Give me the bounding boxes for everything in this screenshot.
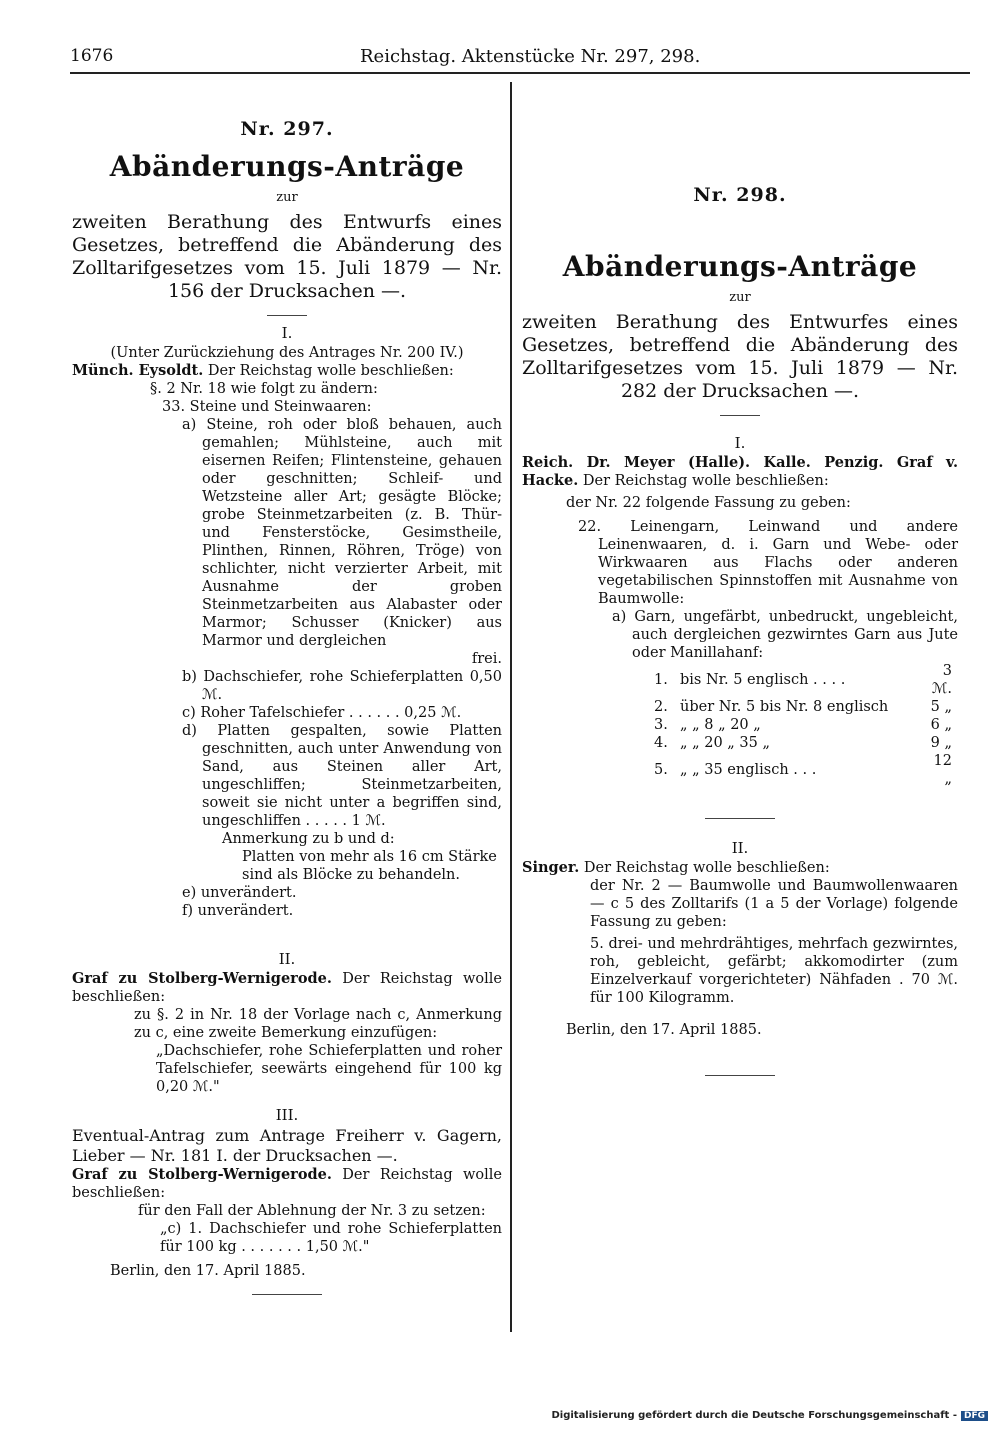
section-heading: III. — [275, 1106, 299, 1124]
rate-number: 2. — [654, 699, 668, 715]
section-2 — [72, 950, 502, 1096]
rate-number: 4. — [654, 735, 668, 751]
movers: Münch. Eysoldt. — [72, 362, 204, 379]
annotation-heading: Anmerkung zu b und d: — [222, 831, 395, 847]
section-rule — [705, 818, 775, 819]
section-heading: I. — [281, 324, 293, 342]
document-number: Nr. 298. — [693, 184, 787, 206]
rate-text: „ „ 20 „ 35 „ — [680, 735, 770, 751]
paragraph: zu §. 2 in Nr. 18 der Vorlage nach c, Anmerkung zu c, eine zweite Bemerkung einzufügen: — [134, 1007, 502, 1041]
section-heading: II. — [731, 839, 749, 857]
header-rule — [70, 72, 970, 74]
paragraph: 5. drei- und mehrdrähtiges, mehrfach gezwirntes, roh, gebleicht, gefärbt; akkomodirter (zum Einzelverkauf vorgerichteter) Nähfaden . 70 ℳ. für 100 Kilogramm. — [590, 936, 958, 1006]
section-1 — [522, 434, 958, 819]
section-rule — [267, 315, 307, 316]
paragraph: für den Fall der Ablehnung der Nr. 3 zu setzen: — [138, 1203, 486, 1219]
quotation: „c) 1. Dachschiefer und rohe Schieferplatten für 100 kg . . . . . . . 1,50 ℳ." — [160, 1221, 502, 1255]
paragraph: der Nr. 2 — Baumwolle und Baumwollenwaaren — c 5 des Zolltarifs (1 a 5 der Vorlage) folgende Fassung zu geben: — [590, 878, 958, 930]
document-title: Abänderungs-Anträge — [562, 250, 918, 283]
motion: Der Reichstag wolle beschließen: — [582, 473, 829, 489]
paragraph: der Nr. 22 folgende Fassung zu geben: — [566, 495, 851, 511]
table-row — [652, 734, 954, 752]
document-subtitle: zweiten Berathung des Entwurfs eines Gesetzes, betreffend die Abänderung des Zolltarifgesetzes vom 15. Juli 1879 — Nr. 156 der Drucksachen —. — [72, 211, 502, 302]
motion-line — [72, 362, 502, 380]
table-row — [652, 662, 954, 698]
rate-value: 5 „ — [930, 699, 952, 715]
rate-value: 12 „ — [933, 753, 952, 787]
rate-value: 3 ℳ. — [931, 663, 952, 697]
document-zur: zur — [729, 290, 751, 305]
item-e: e) unverändert. — [182, 885, 297, 901]
item-22: 22. Leinengarn, Leinwand und andere Leinenwaaren, d. i. Garn und Webe- oder Wirkwaaren aus Flachs oder anderen vegetabilischen Spinnstoffen mit Ausnahme von Baumwolle: — [578, 519, 958, 607]
page-header — [70, 46, 970, 72]
annotation-text: Platten von mehr als 16 cm Stärke sind als Blöcke zu behandeln. — [242, 849, 497, 883]
rate-value: 9 „ — [930, 735, 952, 751]
table-row — [652, 698, 954, 716]
section-3 — [72, 1106, 502, 1295]
movers: Reich. Dr. Meyer (Halle). Kalle. Penzig. Graf v. Hacke. — [522, 454, 958, 489]
footer-text: Digitalisierung gefördert durch die Deutsche Forschungsgemeinschaft - — [551, 1410, 957, 1421]
column-divider — [510, 82, 512, 1332]
section-heading: II. — [278, 950, 296, 968]
rate-text: „ „ 8 „ 20 „ — [680, 717, 761, 733]
table-row — [652, 752, 954, 788]
rate-text: bis Nr. 5 englisch . . . . — [680, 672, 846, 688]
movers: Graf zu Stolberg-Wernigerode. — [72, 1166, 332, 1183]
rate-number: 3. — [654, 717, 668, 733]
rate-number: 5. — [654, 762, 668, 778]
item-c: c) Roher Tafelschiefer . . . . . . 0,25 ℳ. — [182, 705, 462, 721]
motion-line — [72, 1166, 502, 1202]
item-f: f) unverändert. — [182, 903, 294, 919]
end-rule — [252, 1294, 322, 1295]
motion-line — [522, 859, 958, 877]
rate-text: „ „ 35 englisch . . . — [680, 762, 817, 778]
movers: Singer. — [522, 859, 580, 876]
date-line: Berlin, den 17. April 1885. — [110, 1263, 306, 1279]
paragraph: 33. Steine und Steinwaaren: — [162, 399, 372, 415]
running-title: Reichstag. Aktenstücke Nr. 297, 298. — [360, 46, 701, 67]
document-title: Abänderungs-Anträge — [109, 150, 465, 183]
motion-line — [522, 454, 958, 490]
rate-text: über Nr. 5 bis Nr. 8 englisch — [680, 699, 889, 715]
section-2 — [522, 839, 958, 1076]
section-note: (Unter Zurückziehung des Antrages Nr. 200 IV.) — [110, 345, 464, 361]
item-a-rate: frei. — [471, 651, 502, 667]
section-1 — [72, 324, 502, 920]
item-a: a) Steine, roh oder bloß behauen, auch gemahlen; Mühlsteine, auch mit eisernen Reifen; Flintensteine, gehauen oder geschnitten; Schleif- und Wetzsteine aller Art; gesägte Blöcke; grobe Steinmetzarbeiten (z. B. Thür- und Fensterstöcke, Gesimstheile, Plinthen, Rinnen, Röhren, Tröge) von schlichter, nicht verzierter Arbeit, mit Ausnahme der groben Steinmetzarbeiten aus Alabaster oder Marmor; Schusser (Knicker) aus Marmor und dergleichen — [182, 417, 502, 649]
document-subtitle: zweiten Berathung des Entwurfes eines Gesetzes, betreffend die Abänderung des Zolltarifgesetzes vom 15. Juli 1879 — Nr. 282 der Drucksachen —. — [522, 311, 958, 402]
document-number: Nr. 297. — [240, 118, 334, 140]
page-number: 1676 — [70, 46, 114, 66]
item-a: a) Garn, ungefärbt, unbedruckt, ungebleicht, auch dergleichen gezwirntes Garn aus Jute oder Manillahanf: — [612, 609, 958, 661]
date-line: Berlin, den 17. April 1885. — [566, 1022, 762, 1038]
rates-table — [652, 662, 954, 788]
paragraph: §. 2 Nr. 18 wie folgt zu ändern: — [150, 381, 378, 397]
section-rule — [720, 415, 760, 416]
section-title: Eventual-Antrag zum Antrage Freiherr v. Gagern, Lieber — Nr. 181 I. der Drucksachen —. — [72, 1126, 502, 1165]
motion: Der Reichstag wolle beschließen: — [207, 363, 454, 379]
dfg-logo: DFG — [961, 1411, 988, 1421]
quotation: „Dachschiefer, rohe Schieferplatten und roher Tafelschiefer, seewärts eingehend für 100 kg 0,20 ℳ." — [156, 1043, 502, 1095]
section-heading: I. — [734, 434, 746, 452]
item-d: d) Platten gespalten, sowie Platten geschnitten, auch unter Anwendung von Sand, aus Steinen aller Art, ungeschliffen; Steinmetzarbeiten, soweit sie nicht unter a begriffen sind, ungeschliffen . . . . . 1 ℳ. — [182, 723, 502, 829]
table-row — [652, 716, 954, 734]
left-column — [72, 112, 502, 1309]
end-rule — [705, 1075, 775, 1076]
rate-number: 1. — [654, 672, 668, 688]
item-b: b) Dachschiefer, rohe Schieferplatten 0,50 ℳ. — [182, 669, 502, 703]
motion: Der Reichstag wolle beschließen: — [583, 860, 830, 876]
document-zur: zur — [276, 190, 298, 205]
rate-value: 6 „ — [930, 717, 952, 733]
motion: Der Reichstag wolle beschließen: — [72, 1167, 502, 1201]
movers: Graf zu Stolberg-Wernigerode. — [72, 970, 332, 987]
right-column — [522, 178, 958, 1090]
digitization-footer — [551, 1410, 988, 1421]
motion-line — [72, 970, 502, 1006]
motion: Der Reichstag wolle beschließen: — [72, 971, 502, 1005]
